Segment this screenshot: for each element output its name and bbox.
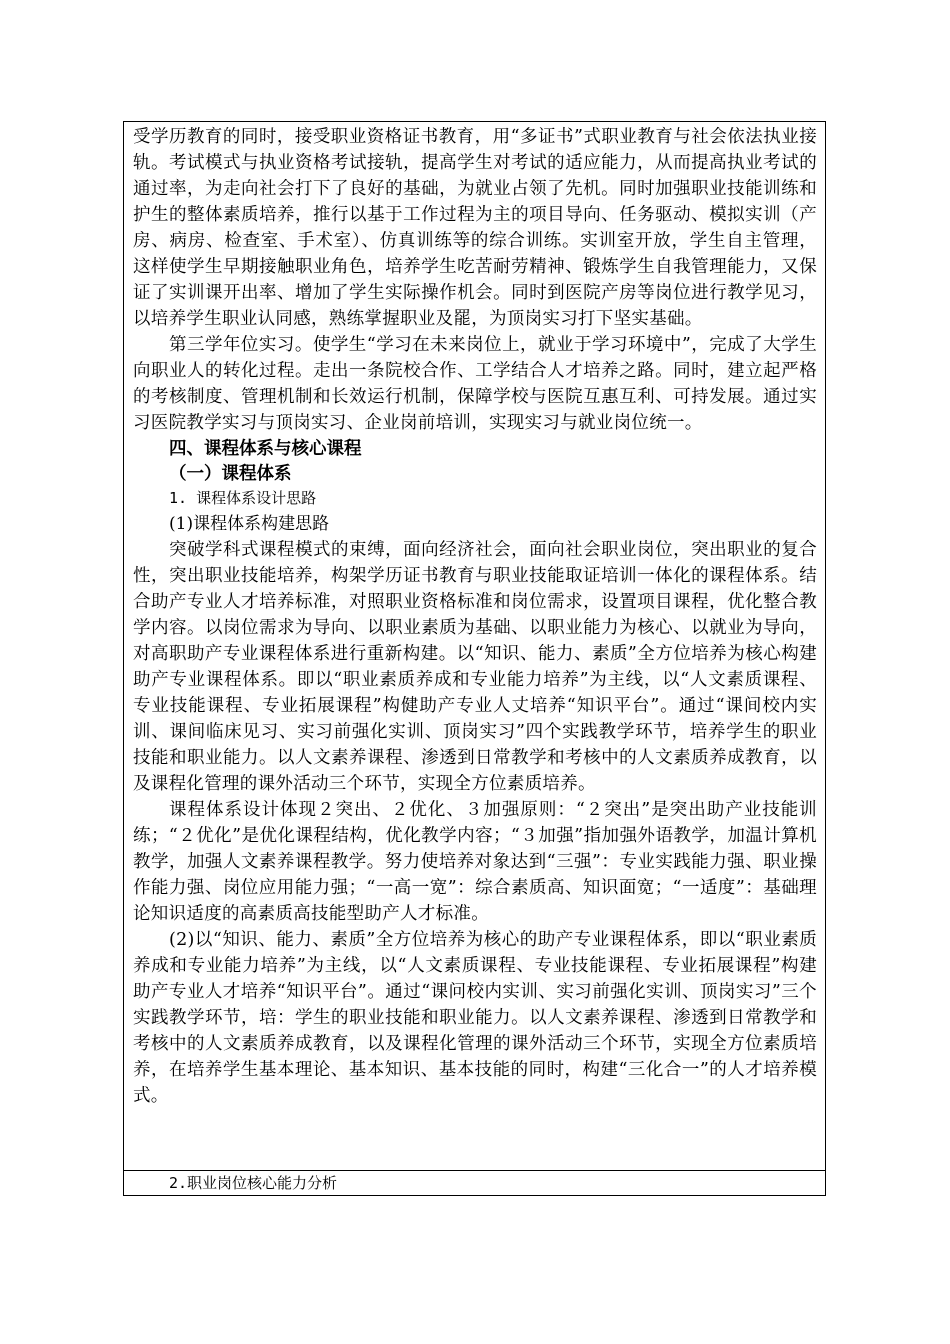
row-divider	[123, 1170, 826, 1171]
paragraph-education: 受学历教育的同时，接受职业资格证书教育，用“多证书”式职业教育与社会依法执业接轨。考试模式与执业资格考试接轨，提高学生对考试的适应能力，从而提高执业考试的通过率，为走向社会打下了良好的基础，为就业占领了先机。同时加强职业技能训练和护生的整体素质培养，推行以基于工作过程为主的项目导向、任务驱动、模拟实训（产房、病房、检查室、手术室）、仿真训练等的综合训练。实训室开放，学生自主管理，这样使学生早期接触职业角色，培养学生吃苦耐劳精神、锻炼学生自我管理能力，又保证了实训课开出率、增加了学生实际操作机会。同时到医院产房等岗位进行教学见习，以培养学生职业认同感，熟练掌握职业及罷，为顶岗实习打下坚实基础。	[133, 127, 817, 329]
paragraph-system: (2)以“知识、能力、素质”全方位培养为核心的助产专业课程体系，即以“职业素质养成和专业能力培养”为主线，以“人文素质课程、专业技能课程、专业拓展课程”构建助产专业人才培养“知识平台”。通过“课问校内实训、实习前强化实训、顶岗实习”三个实践教学环节，培：学生的职业技能和职业能力。以人文素养课程、渗透到日常教学和考核中的人文素质养成教育，以及课程化管理的课外活动三个环节，实现全方位素质培养，在培养学生基本理论、基本知识、基本技能的同时，构建“三化合一”的人才培养模式。	[133, 930, 817, 1106]
subitem-heading: (1)课程体系构建思路	[169, 514, 330, 534]
section-heading: 四、课程体系与核心课程	[169, 439, 362, 459]
item-heading: 1. 课程体系设计思路	[169, 489, 317, 507]
document-body	[133, 124, 817, 1109]
paragraph-curriculum: 突破学科式课程模式的束缚，面向经济社会，面向社会职业岗位，突出职业的复合性，突出职业技能培养，构架学历证书教育与职业技能取证培训一体化的课程体系。结合助产专业人才培养标准，对照职业资格标准和岗位需求，设置项目课程，优化整合教学内容。以岗位需求为导向、以职业素质为基础、以职业能力为核心、以就业为导向，对高职助产专业课程体系进行重新构建。以“知识、能力、素质”全方位培养为核心构建助产专业课程体系。即以“职业素质养成和专业能力培养”为主线，以“人文素质课程、专业技能课程、专业拓展课程”构健助产专业人丈培养“知识平台”。通过“课间校内实训、课间临床见习、实习前强化实训、顶岗实习”四个实践教学环节，培养学生的职业技能和职业能力。以人文素养课程、渗透到日常教学和考核中的人文素质养成教育，以及课程化管理的课外活动三个环节，实现全方位素质培养。	[133, 540, 817, 794]
paragraph-principles: 课程体系设计体现２突出、２优化、３加强原则：“２突出”是突出助产业技能训练；“２优化”是优化课程结构，优化教学内容；“３加强”指加强外语教学，加温计算机教学，加强人文素养课程教学。努力使培养对象达到“三强”：专业实践能力强、职业操作能力强、岗位应用能力强；“一高一宽”：综合素质高、知识面宽；“一适度”：基础理论知识适度的高素质高技能型助产人才标准。	[133, 800, 817, 924]
subsection-heading: （一）课程体系	[169, 464, 292, 484]
next-item-heading: 2.职业岗位核心能力分析	[169, 1174, 338, 1192]
paragraph-third-year: 第三学年位实习。使学生“学习在未来岗位上，就业于学习环境中”，完成了大学生向职业人的转化过程。走出一条院校合作、工学结合人才培养之路。同时，建立起严格的考核制度、管理机制和长效运行机制，保障学校与医院互惠互利、可持发展。通过实习医院教学实习与顶岗实习、企业岗前培训，实现实习与就业岗位统一。	[133, 335, 817, 433]
